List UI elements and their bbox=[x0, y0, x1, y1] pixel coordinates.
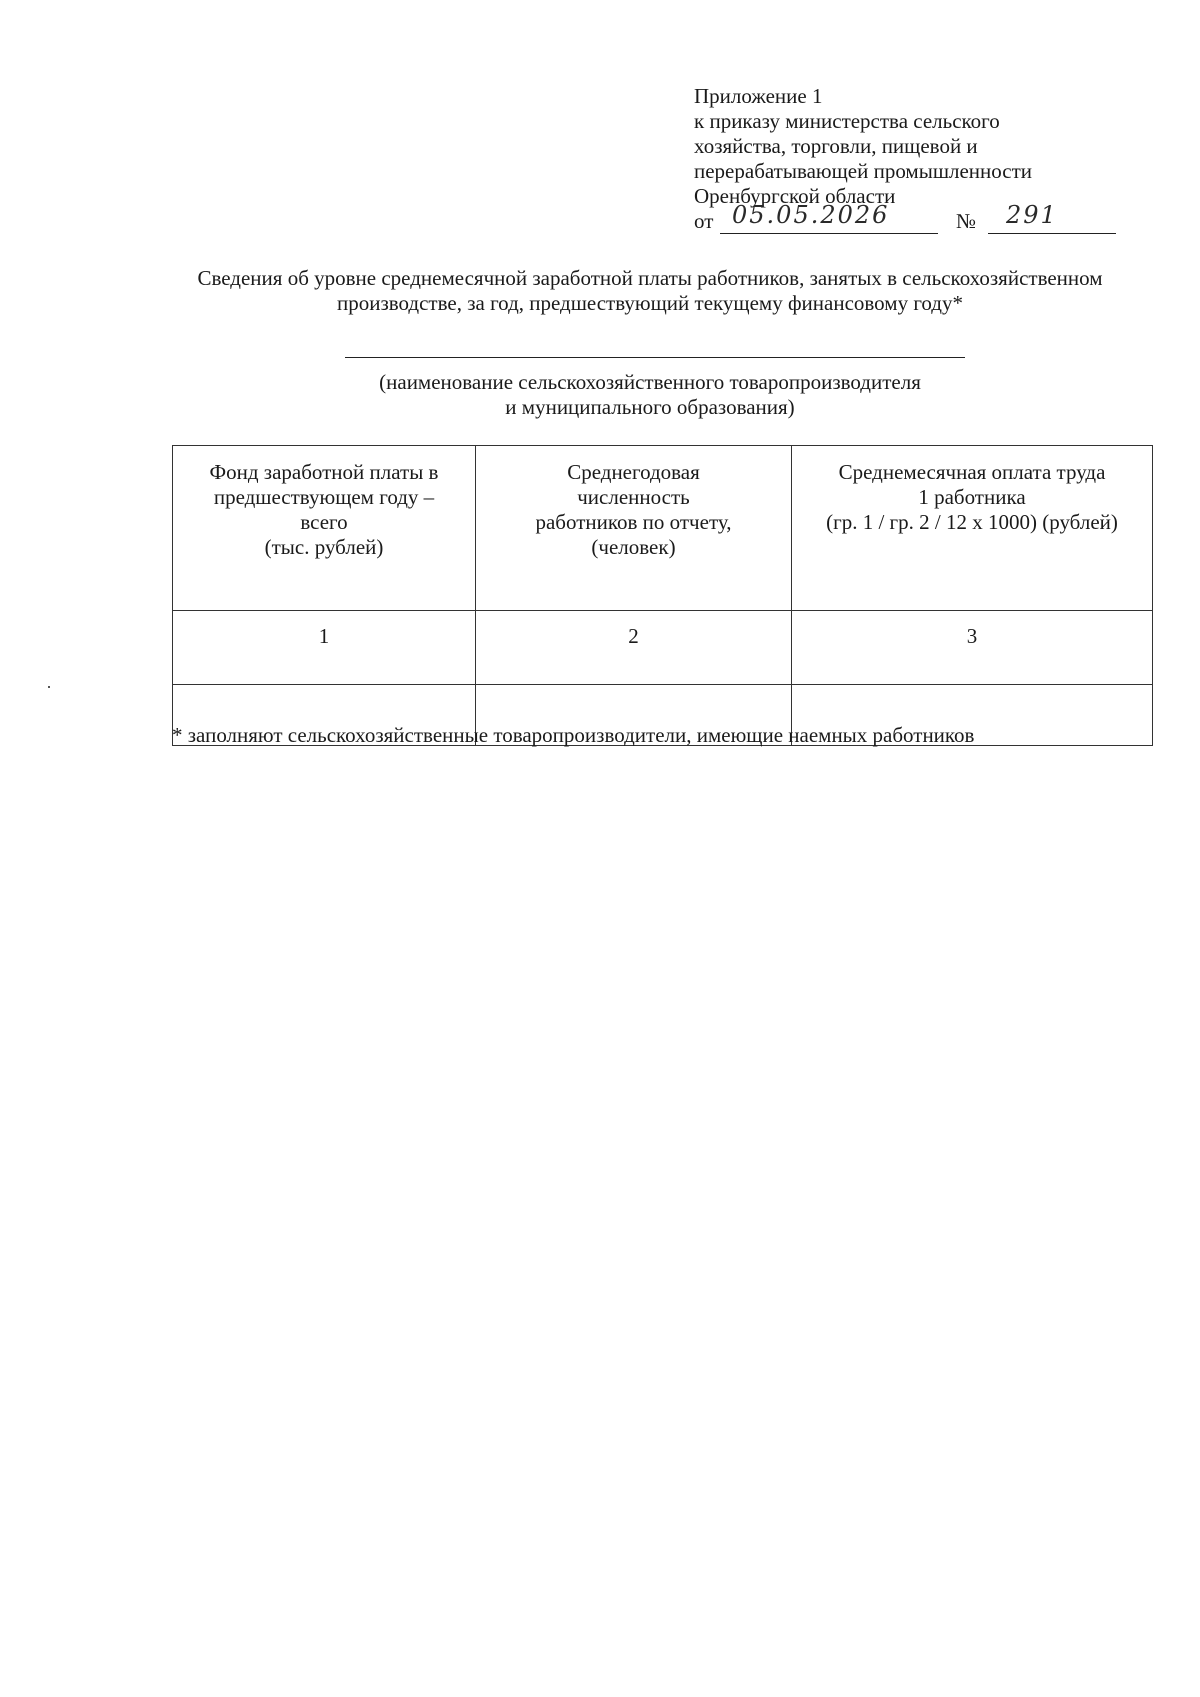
header-text: численность bbox=[577, 485, 690, 509]
header-text: предшествующем году – bbox=[213, 485, 435, 509]
header-text: 1 работника bbox=[918, 485, 1026, 509]
order-date-number-line bbox=[694, 201, 1164, 237]
handwritten-number: 291 bbox=[1006, 201, 1058, 229]
appendix-line: перерабатывающей промышленности bbox=[694, 159, 1033, 183]
header-avg-headcount bbox=[476, 446, 792, 611]
header-text: всего bbox=[300, 510, 348, 534]
scan-speck bbox=[48, 686, 50, 688]
number-prefix: № bbox=[956, 209, 977, 233]
header-text: Среднемесячная оплата труда bbox=[838, 460, 1106, 484]
appendix-line: хозяйства, торговли, пищевой и bbox=[694, 134, 978, 158]
wage-table bbox=[172, 445, 1153, 746]
header-wage-fund bbox=[173, 446, 476, 611]
date-prefix: от bbox=[694, 209, 714, 233]
column-number: 3 bbox=[792, 611, 1153, 685]
header-text: Фонд заработной платы в bbox=[209, 460, 439, 484]
header-text: Среднегодовая bbox=[567, 460, 700, 484]
column-number-row bbox=[173, 611, 1153, 685]
header-text: работников по отчету, bbox=[535, 510, 732, 534]
header-avg-monthly-pay bbox=[792, 446, 1153, 611]
column-number: 1 bbox=[173, 611, 476, 685]
header-text: (человек) bbox=[591, 535, 676, 559]
footnote: * заполняют сельскохозяйственные товаропроизводители, имеющие наемных работников bbox=[172, 723, 975, 747]
table-header-row bbox=[173, 446, 1153, 611]
header-text: (гр. 1 / гр. 2 / 12 х 1000) (рублей) bbox=[826, 510, 1118, 534]
producer-name-line bbox=[345, 357, 965, 358]
document-title: Сведения об уровне среднемесячной заработной платы работников, занятых в сельскохозяйственном производстве, за год, предшествующий текущему финансовому году* bbox=[197, 266, 1103, 315]
caption-line: и муниципального образования) bbox=[505, 395, 795, 419]
column-number: 2 bbox=[476, 611, 792, 685]
appendix-title: Приложение 1 bbox=[694, 84, 823, 108]
handwritten-date: 05.05.2026 bbox=[732, 201, 890, 229]
appendix-block bbox=[694, 84, 1164, 237]
producer-name-caption bbox=[300, 370, 1000, 420]
appendix-line: к приказу министерства сельского bbox=[694, 109, 1000, 133]
date-underline bbox=[720, 233, 938, 234]
caption-line: (наименование сельскохозяйственного товаропроизводителя bbox=[379, 370, 921, 394]
header-text: (тыс. рублей) bbox=[264, 535, 384, 559]
number-underline bbox=[988, 233, 1116, 234]
appendix-line: Оренбургской области bbox=[694, 184, 896, 208]
